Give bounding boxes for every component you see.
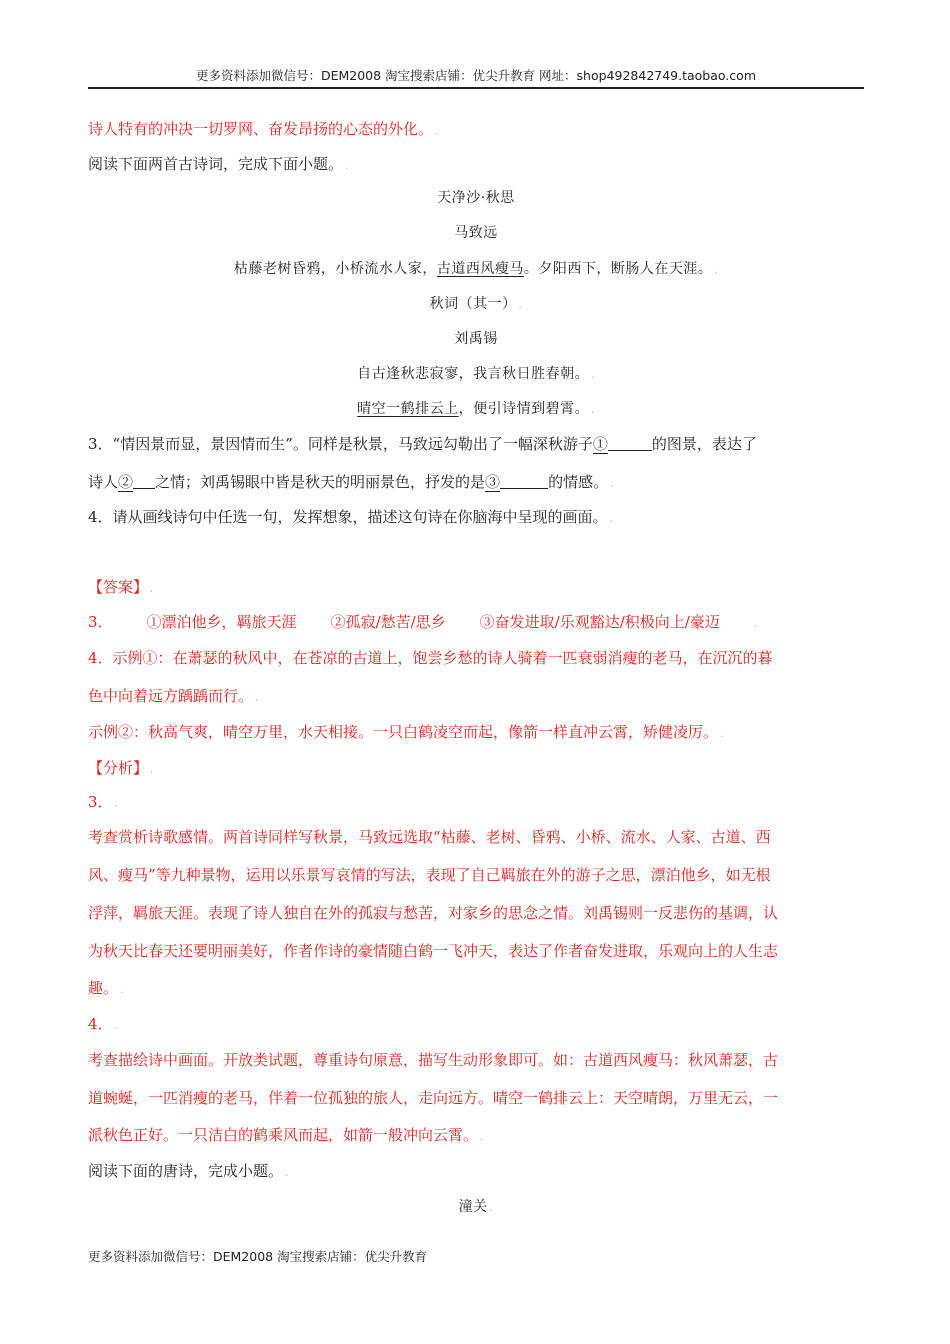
analysis-3-line4: 为秋天比春天还要明丽美好，作者作诗的豪情随白鹤一飞冲天，表达了作者奋发进取，乐观向上的人生志	[88, 942, 779, 960]
poem2-line1: 自古逢秋悲寂寥，我言秋日胜春朝。 .	[357, 366, 595, 382]
analysis-3-number: 3． .	[88, 793, 118, 811]
analysis-4-line1: 考查描绘诗中画面。开放类试题，尊重诗句原意，描写生动形象即可。如：古道西风瘦马：秋风萧瑟，古	[88, 1051, 779, 1069]
analysis-4-line2: 道蜿蜒，一匹消瘦的老马，伴着一位孤独的旅人，走向远方。晴空一鹤排云上：天空晴朗，万里无云，一	[88, 1089, 779, 1107]
continuation-line: 诗人特有的冲决一切罗网、奋发昂扬的心态的外化。 .	[88, 120, 439, 138]
blank-1	[608, 434, 652, 451]
question-4: 4．请从画线诗句中任选一句，发挥想象，描述这句诗在你脑海中呈现的画面。 .	[88, 508, 613, 526]
question-3-line2: 诗人② 之情；刘禹锡眼中皆是秋天的明丽景色，抒发的是③ 的情感。 .	[88, 473, 614, 491]
analysis-label: 【分析】 .	[88, 759, 154, 777]
answer-4-line3: 示例②：秋高气爽，晴空万里，水天相接。一只白鹤凌空而起，像箭一样直冲云霄，矫健凌厉。 .	[88, 723, 724, 741]
next-reading-instruction: 阅读下面的唐诗，完成小题。 .	[88, 1162, 289, 1180]
answer-3: 3． ①漂泊他乡，羁旅天涯 ②孤寂/愁苦/思乡 ③奋发进取/乐观豁达/积极向上/豪迈 .	[88, 613, 758, 631]
analysis-3-line5: 趣。 .	[88, 979, 124, 997]
poem2-title: 秋词（其一） .	[429, 296, 523, 312]
analysis-4-line3: 派秋色正好。一只洁白的鹤乘风而起，如箭一般冲向云霄。 .	[88, 1126, 484, 1144]
next-poem-title: 潼关 .	[458, 1199, 494, 1215]
underlined-verse-1: 古道西风瘦马	[436, 261, 524, 277]
poem1-title: 天净沙·秋思	[437, 190, 515, 206]
analysis-3-line1: 考查赏析诗歌感情。两首诗同样写秋景，马致远选取“枯藤、老树、昏鸦、小桥、流水、人家、古道、西	[88, 828, 771, 846]
page-footer: 更多资料添加微信号：DEM2008 淘宝搜索店铺：优尖升教育	[88, 1249, 428, 1264]
question-3-line1: 3．“情因景而显，景因情而生”。同样是秋景，马致远勾勒出了一幅深秋游子① 的图景，表达了	[88, 435, 757, 453]
answer-4-line2: 色中向着远方踽踽而行。 .	[88, 687, 259, 705]
answer-4-line1: 4．示例①：在萧瑟的秋风中，在苍凉的古道上，饱尝乡愁的诗人骑着一匹衰弱消瘦的老马，在沉沉的暮	[88, 649, 773, 667]
analysis-3-line3: 浮萍，羁旅天涯。表现了诗人独自在外的孤寂与愁苦，对家乡的思念之情。刘禹锡则一反悲伤的基调，认	[88, 904, 779, 922]
page-header: 更多资料添加微信号：DEM2008 淘宝搜索店铺：优尖升教育 网址：shop492842749.taobao.com	[195, 68, 757, 83]
poem2-line2: 晴空一鹤排云上，便引诗情到碧霄。 .	[357, 401, 595, 417]
blank-3	[500, 472, 548, 489]
blank-2	[133, 472, 155, 489]
answer-label: 【答案】 .	[88, 578, 154, 596]
poem1-author: 马致远	[454, 225, 498, 241]
poem1-text: 枯藤老树昏鸦，小桥流水人家，古道西风瘦马。夕阳西下，断肠人在天涯。 .	[233, 261, 719, 277]
reading-instruction: 阅读下面两首古诗词，完成下面小题。 .	[88, 155, 349, 173]
analysis-3-line2: 风、瘦马”等九种景物，运用以乐景写哀情的写法，表现了自己羁旅在外的游子之思，漂泊他乡，如无根	[88, 866, 771, 884]
underlined-verse-2: 晴空一鹤排云上	[357, 401, 459, 417]
header-divider	[88, 87, 864, 89]
analysis-4-number: 4． .	[88, 1015, 118, 1033]
poem2-author: 刘禹锡	[454, 331, 498, 347]
